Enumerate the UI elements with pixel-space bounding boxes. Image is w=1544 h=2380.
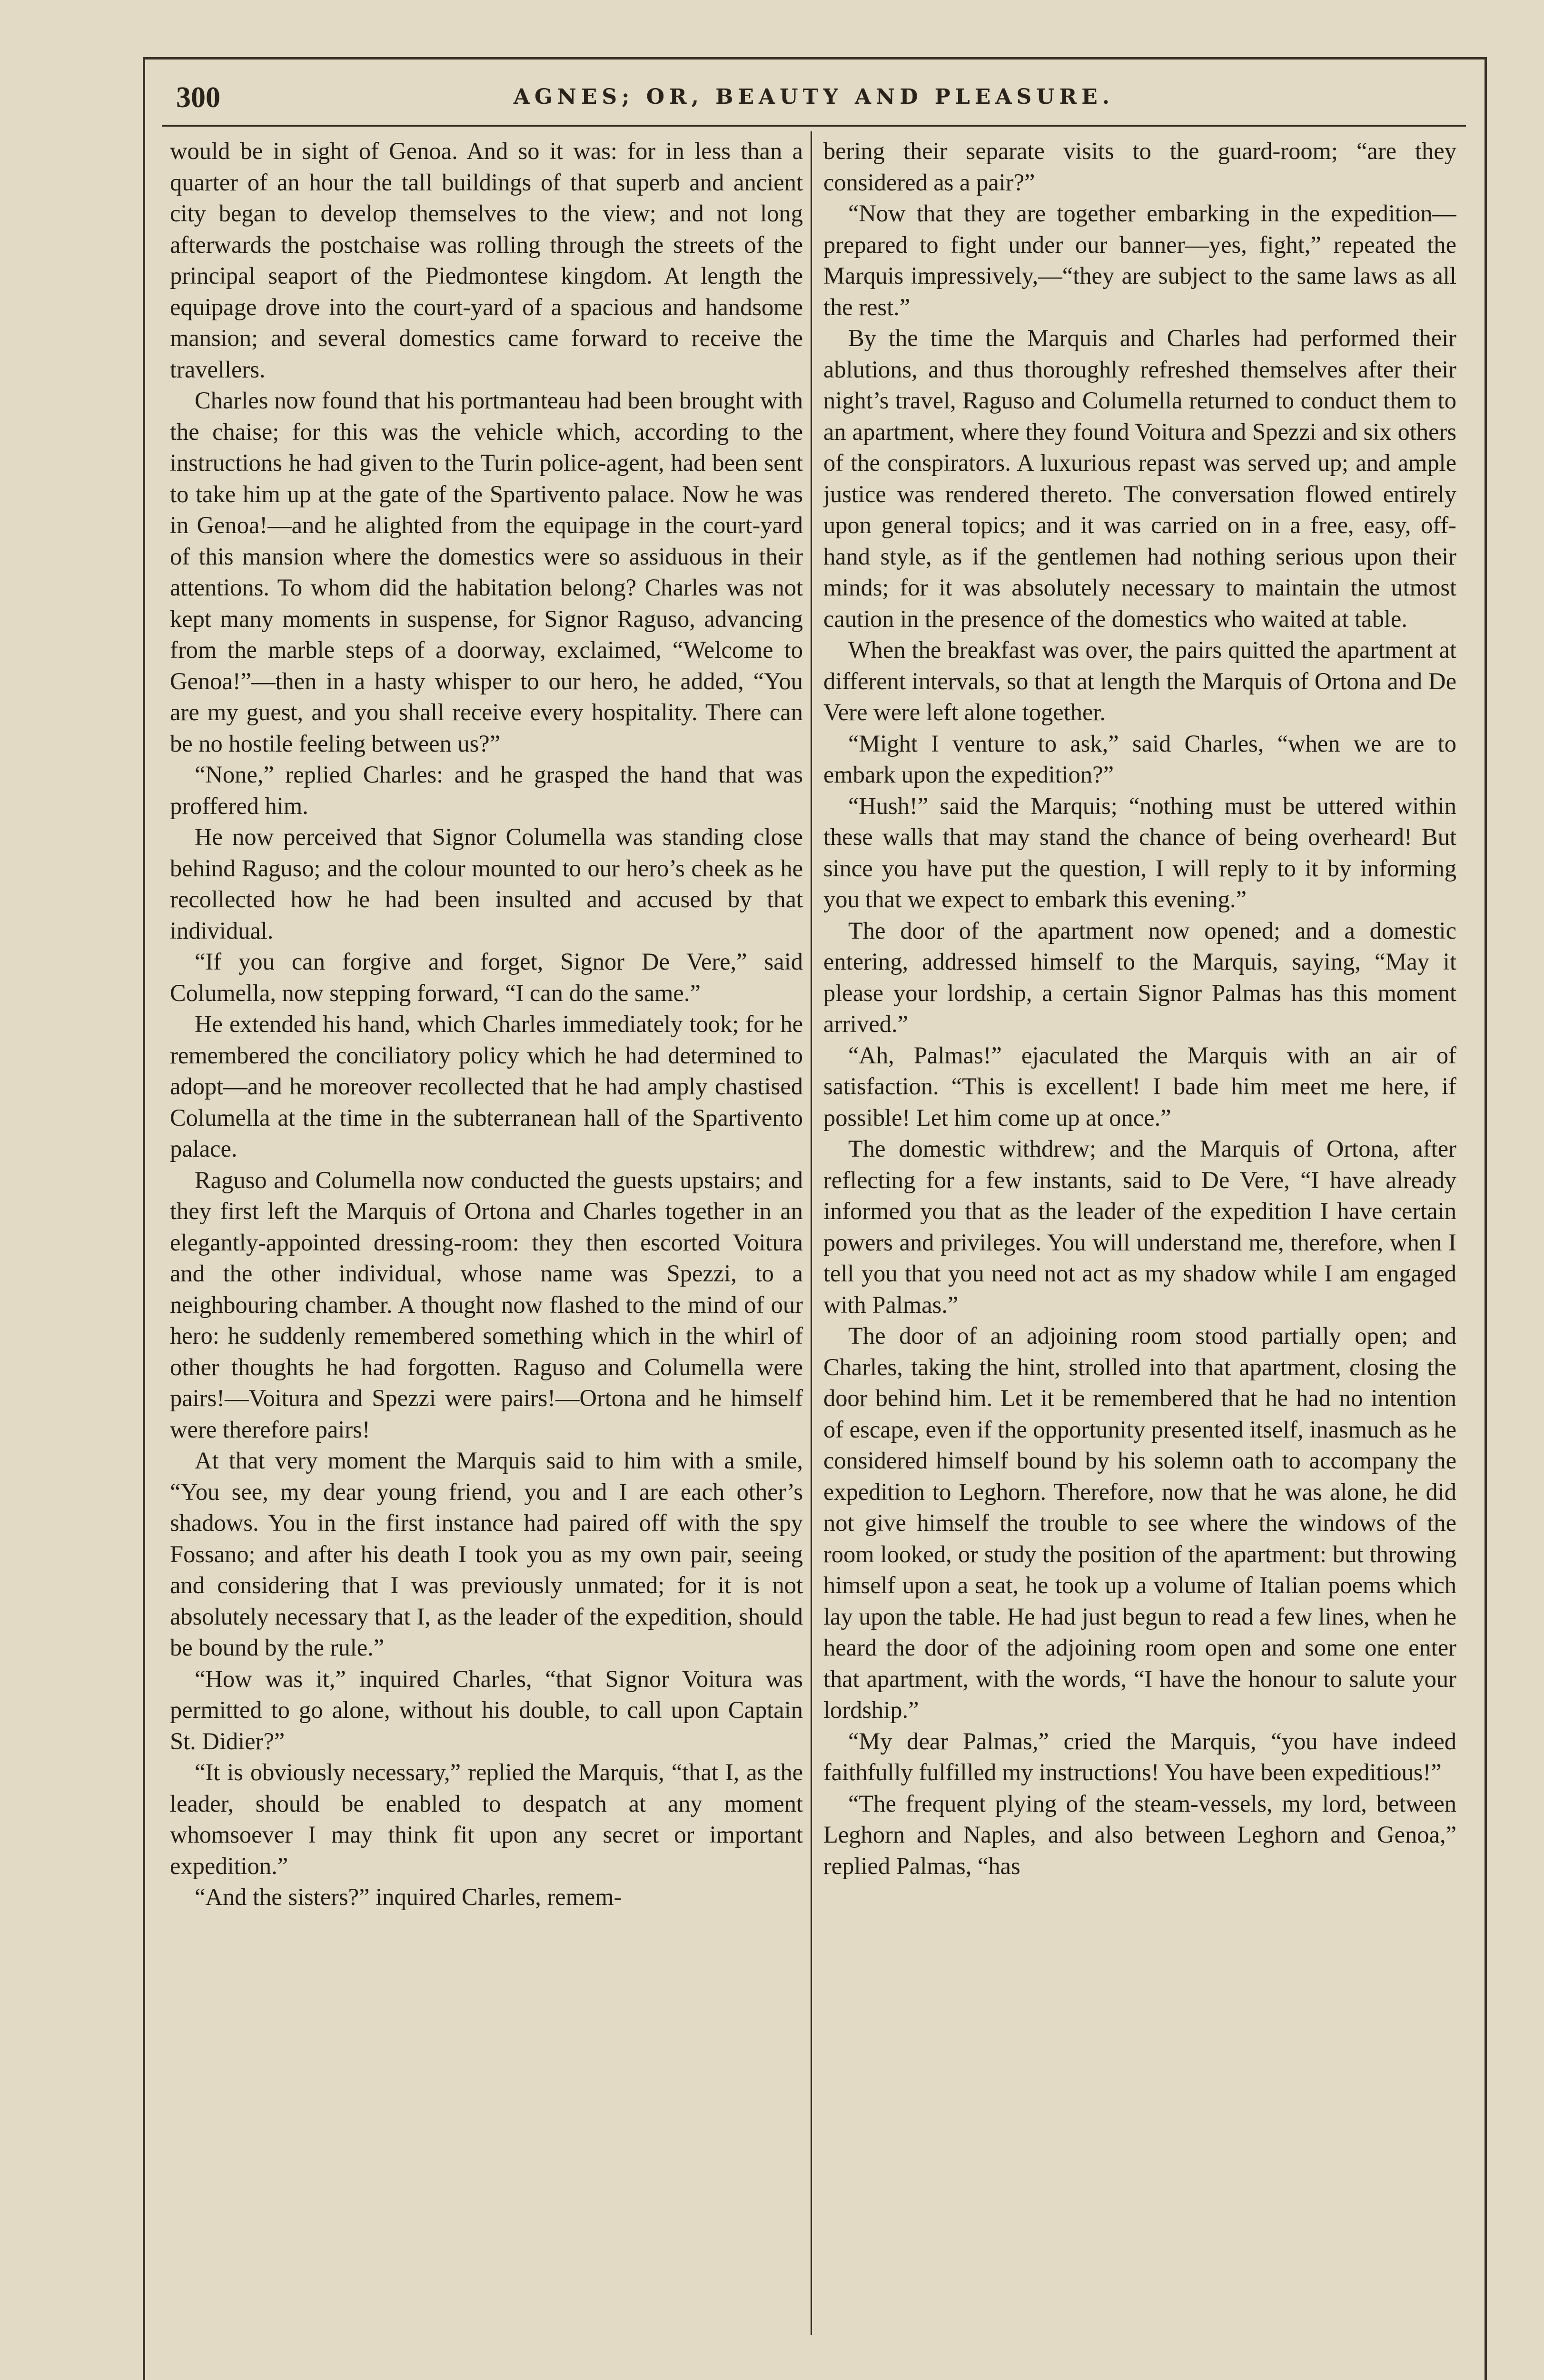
paragraph: At that very moment the Marquis said to him with a smile, “You see, my dear young friend, you and I are each other’s shadows. You in the first instance had paired off with the spy Fossano; and after his death I took you as my own pair, seeing and considering that I was previously unmated; for it is not absolutely necessary that I, as the leader of the expedition, should be bound by the rule.” bbox=[170, 1447, 803, 1661]
paragraph: The door of an adjoining room stood partially open; and Charles, taking the hint, strolled into that apartment, closing the door behind him. Let it be remembered that he had no intention of escape, even if the opportunity presented itself, inasmuch as he considered himself bound by his solemn oath to accompany the expedition to Leghorn. Therefore, now that he was alone, he did not give himself the trouble to see where the windows of the room looked, or study the position of the apartment: but throwing himself upon a seat, he took up a volume of Italian poems which lay upon the table. He had just begun to read a few lines, when he heard the door of the adjoining room open and some one enter that apartment, with the words, “I have the honour to salute your lordship.” bbox=[823, 1322, 1456, 1723]
column-divider bbox=[811, 131, 812, 2335]
page-header bbox=[162, 71, 1466, 124]
paragraph: would be in sight of Genoa. And so it was: for in less than a quarter of an hour the tall buildings of that superb and ancient city began to develop themselves to the view; and not long afterwards the postchaise was rolling through the streets of the principal seaport of the Piedmontese kingdom. At length the equipage drove into the court-yard of a spacious and handsome mansion; and several domestics came forward to receive the travellers. bbox=[170, 138, 803, 383]
paragraph: “Hush!” said the Marquis; “nothing must be uttered within these walls that may stand the chance of being overheard! But since you have put the question, I will reply to it by informing you that we expect to embark this evening.” bbox=[823, 792, 1456, 912]
paragraph: He extended his hand, which Charles immediately took; for he remembered the conciliatory policy which he had determined to adopt—and he moreover recollected that he had amply chastised Columella at the time in the subterranean hall of the Spartivento palace. bbox=[170, 1011, 803, 1162]
paragraph: By the time the Marquis and Charles had performed their ablutions, and thus thoroughly refreshed themselves after their night’s travel, Raguso and Columella returned to conduct them to an apartment, where they found Voitura and Spezzi and six others of the conspirators. A luxurious repast was served up; and ample justice was rendered thereto. The conversation flowed entirely upon general topics; and it was carried on in a free, easy, off-hand style, as if the gentlemen had nothing serious upon their minds; for it was absolutely necessary to maintain the utmost caution in the presence of the domestics who waited at table. bbox=[823, 325, 1456, 632]
paragraph: “The frequent plying of the steam-vessels, my lord, between Leghorn and Naples, and also between Leghorn and Genoa,” replied Palmas, “has bbox=[823, 1790, 1456, 1879]
paragraph: “If you can forgive and forget, Signor De Vere,” said Columella, now stepping forward, “I can do the same.” bbox=[170, 948, 803, 1006]
left-column bbox=[170, 136, 803, 2335]
paragraph: When the breakfast was over, the pairs quitted the apartment at different intervals, so that at length the Marquis of Ortona and De Vere were left alone together. bbox=[823, 636, 1456, 725]
paragraph: “And the sisters?” inquired Charles, remem- bbox=[195, 1884, 622, 1910]
running-title: AGNES; OR, BEAUTY AND PLEASURE. bbox=[513, 85, 1115, 109]
page-number: 300 bbox=[176, 81, 220, 114]
paragraph: “Might I venture to ask,” said Charles, “when we are to embark upon the expedition?” bbox=[823, 730, 1456, 788]
paragraph: “Now that they are together embarking in the expedition—prepared to fight under our banner—yes, fight,” repeated the Marquis impressively,—“they are subject to the same laws as all the rest.” bbox=[823, 200, 1456, 320]
paragraph: “Ah, Palmas!” ejaculated the Marquis with an air of satisfaction. “This is excellent! I bade him meet me here, if possible! Let him come up at once.” bbox=[823, 1041, 1456, 1131]
paragraph: “None,” replied Charles: and he grasped the hand that was proffered him. bbox=[170, 761, 803, 819]
paragraph: He now perceived that Signor Columella was standing close behind Raguso; and the colour mounted to our hero’s cheek as he recollected how he had been insulted and accused by that individual. bbox=[170, 823, 803, 944]
paragraph: The domestic withdrew; and the Marquis of Ortona, after reflecting for a few instants, said to De Vere, “I have already informed you that as the leader of the expedition I have certain powers and privileges. You will understand me, therefore, when I tell you that you need not act as my shadow while I am engaged with Palmas.” bbox=[823, 1135, 1456, 1318]
paragraph: “How was it,” inquired Charles, “that Signor Voitura was permitted to go alone, without his double, to call upon Captain St. Didier?” bbox=[170, 1665, 803, 1755]
paragraph: The door of the apartment now opened; and a domestic entering, addressed himself to the Marquis, saying, “May it please your lordship, a certain Signor Palmas has this moment arrived.” bbox=[823, 917, 1456, 1037]
paragraph: “My dear Palmas,” cried the Marquis, “you have indeed faithfully fulfilled my instructions! You have been expeditious!” bbox=[823, 1727, 1456, 1785]
paragraph: Charles now found that his portmanteau had been brought with the chaise; for this was the vehicle which, according to the instructions he had given to the Turin police-agent, had been sent to take him up at the gate of the Spartivento palace. Now he was in Genoa!—and he alighted from the equipage in the court-yard of this mansion where the domestics were so assiduous in their attentions. To whom did the habitation belong? Charles was not kept many moments in suspense, for Signor Raguso, advancing from the marble steps of a doorway, exclaimed, “Welcome to Genoa!”—then in a hasty whisper to our hero, he added, “You are my guest, and you shall receive every hospitality. There can be no hostile feeling between us?” bbox=[170, 387, 803, 757]
right-column bbox=[823, 136, 1456, 2335]
header-rule bbox=[162, 125, 1466, 127]
paragraph: bering their separate visits to the guard-room; “are they considered as a pair?” bbox=[823, 138, 1456, 196]
paragraph: “It is obviously necessary,” replied the Marquis, “that I, as the leader, should be enabled to despatch at any moment whomsoever I may think fit upon any secret or important expedition.” bbox=[170, 1759, 803, 1879]
paragraph: Raguso and Columella now conducted the guests upstairs; and they first left the Marquis of Ortona and Charles together in an elegantly-appointed dressing-room: they then escorted Voitura and the other individual, whose name was Spezzi, to a neighbouring chamber. A thought now flashed to the mind of our hero: he suddenly remembered something which in the whirl of other thoughts he had forgotten. Raguso and Columella were pairs!—Voitura and Spezzi were pairs!—Ortona and he himself were therefore pairs! bbox=[170, 1166, 803, 1443]
